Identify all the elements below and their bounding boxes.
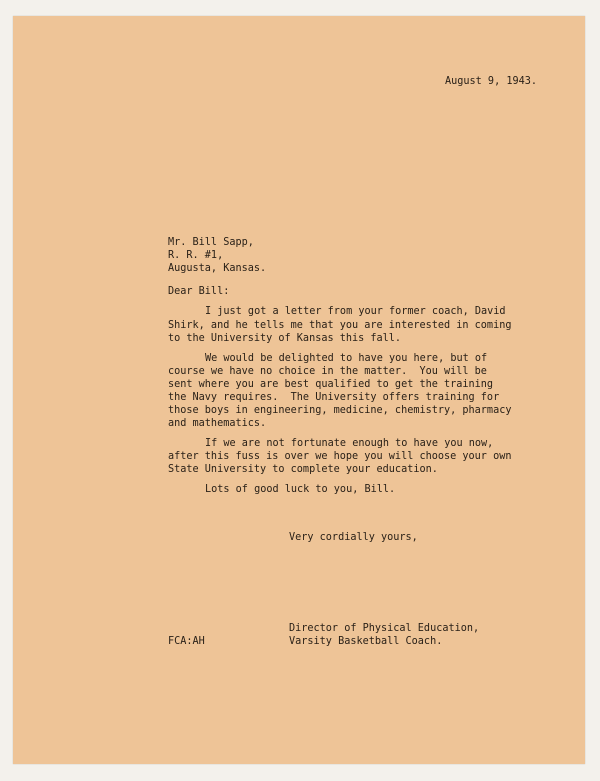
letter-date: August 9, 1943.	[445, 76, 538, 87]
paragraph-4: Lots of good luck to you, Bill.	[205, 484, 396, 495]
reference-initials: FCA:AH	[168, 636, 205, 647]
recipient-name: Mr. Bill Sapp,	[168, 237, 254, 248]
paragraph-1-line-3: to the University of Kansas this fall.	[168, 333, 402, 344]
paragraph-2-line-5: those boys in engineering, medicine, chemistry, pharmacy	[168, 405, 512, 416]
recipient-city: Augusta, Kansas.	[168, 263, 267, 274]
signature-title-1: Director of Physical Education,	[289, 623, 480, 634]
paragraph-2-line-4: the Navy requires. The University offers training for	[168, 392, 500, 403]
paragraph-1-line-1: I just got a letter from your former coach, David	[205, 306, 506, 317]
paragraph-3-line-1: If we are not fortunate enough to have you now,	[205, 438, 494, 449]
salutation: Dear Bill:	[168, 286, 230, 297]
paragraph-2-line-2: course we have no choice in the matter. You will be	[168, 366, 487, 377]
paragraph-2-line-1: We would be delighted to have you here, but of	[205, 353, 488, 364]
paragraph-2-line-6: and mathematics.	[168, 418, 267, 429]
recipient-route: R. R. #1,	[168, 250, 224, 261]
closing: Very cordially yours,	[289, 532, 418, 543]
paragraph-3-line-3: State University to complete your education.	[168, 464, 438, 475]
paragraph-1-line-2: Shirk, and he tells me that you are interested in coming	[168, 320, 512, 331]
signature-title-2: Varsity Basketball Coach.	[289, 636, 443, 647]
paragraph-3-line-2: after this fuss is over we hope you will choose your own	[168, 451, 512, 462]
paragraph-2-line-3: sent where you are best qualified to get the training	[168, 379, 494, 390]
